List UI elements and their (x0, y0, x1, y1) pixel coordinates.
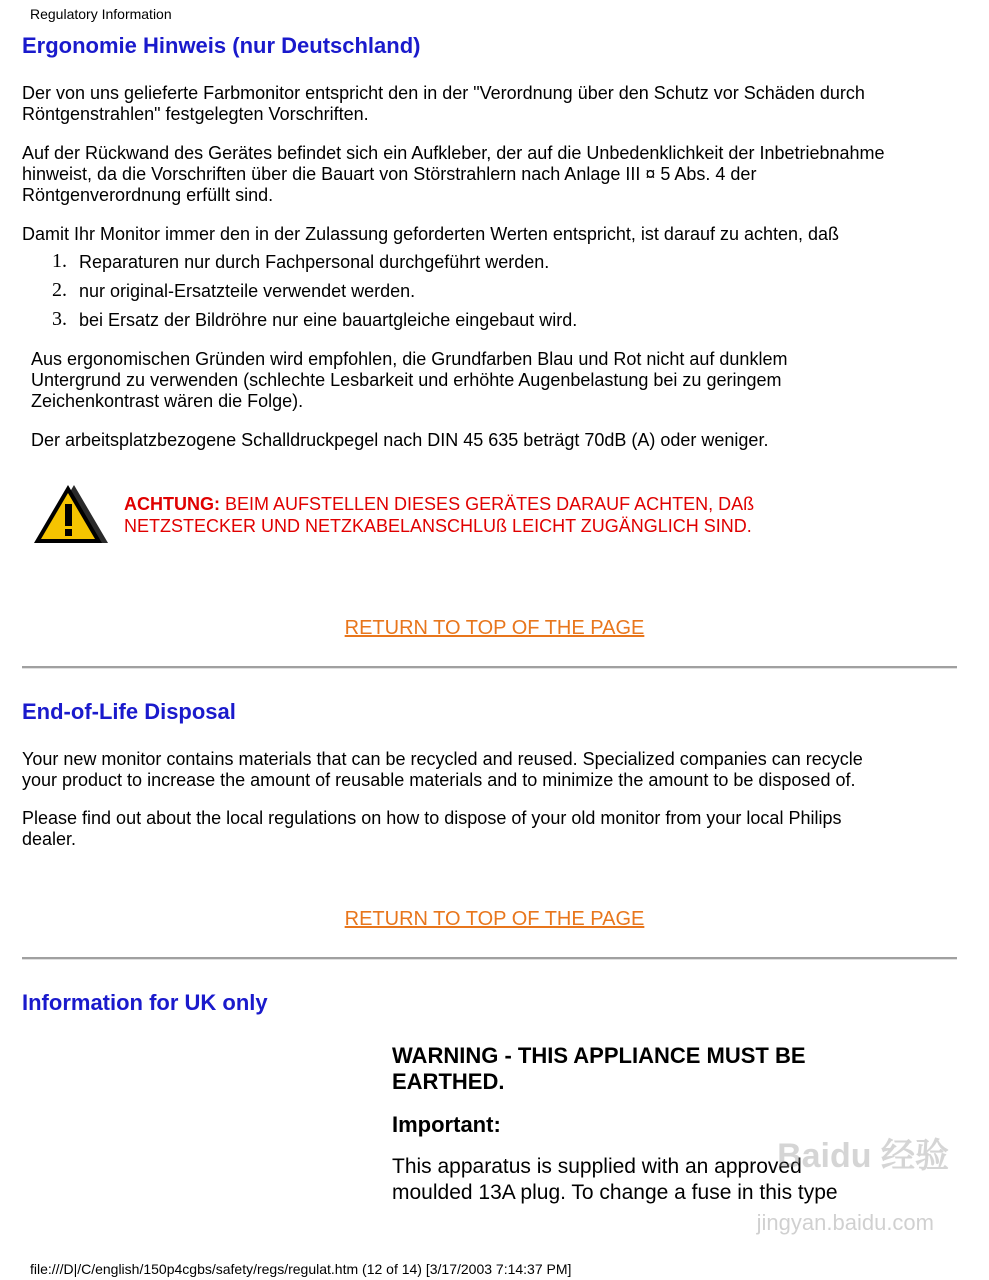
section-heading-ergonomie: Ergonomie Hinweis (nur Deutschland) (22, 33, 421, 58)
text-line: Der arbeitsplatzbezogene Schalldruckpegel nach DIN 45 635 beträgt 70dB (A) oder weniger. (31, 430, 769, 450)
watermark-logo: Baidu 经验 (777, 1137, 949, 1175)
text-line: Untergrund zu verwenden (schlechte Lesbarkeit und erhöhte Augenbelastung bei zu geringem (31, 370, 782, 390)
section-heading-disposal: End-of-Life Disposal (22, 699, 236, 724)
return-to-top-link[interactable] (0, 617, 989, 640)
text-line: Röntgenverordnung erfüllt sind. (22, 185, 274, 205)
paragraph-ergonomie-5 (31, 430, 768, 451)
text-line: moulded 13A plug. To change a fuse in this type (392, 1181, 838, 1204)
paragraph-disposal-1 (22, 749, 863, 791)
paragraph-ergonomie-3 (22, 224, 839, 245)
text-line: Damit Ihr Monitor immer den in der Zulassung geforderten Werten entspricht, ist darauf zu achten, daß (22, 224, 840, 244)
warning-label: ACHTUNG: (124, 494, 220, 514)
text-line: hinweist, da die Vorschriften über die Bauart von Störstrahlern nach Anlage III ¤ 5 Abs. 4 der (22, 164, 757, 184)
text-line: This apparatus is supplied with an approved (392, 1155, 802, 1178)
list-number: 2. (52, 279, 67, 301)
list-text: Reparaturen nur durch Fachpersonal durchgeführt werden. (79, 252, 550, 272)
text-line: Röntgenstrahlen" festgelegten Vorschriften. (22, 104, 369, 124)
uk-warning (392, 1043, 806, 1095)
list-number: 1. (52, 250, 67, 272)
return-to-top-link[interactable] (0, 908, 989, 931)
text-line: dealer. (22, 829, 77, 849)
text-line: Please find out about the local regulations on how to dispose of your old monitor from your local Philips (22, 808, 842, 828)
divider (22, 957, 957, 960)
list-number: 3. (52, 308, 67, 330)
warning-text: NETZSTECKER UND NETZKABELANSCHLUß LEICHT ZUGÄNGLICH SIND. (124, 516, 752, 536)
uk-important-label: Important: (392, 1112, 501, 1137)
watermark-url: jingyan.baidu.com (756, 1210, 934, 1235)
divider (22, 666, 957, 669)
paragraph-ergonomie-4 (31, 349, 787, 412)
paragraph-ergonomie-2 (22, 143, 885, 206)
warning-message (124, 493, 754, 537)
footer-file-path: file:///D|/C/english/150p4cgbs/safety/regs/regulat.htm (12 of 14) [3/17/2003 7:14:37 PM] (30, 1261, 572, 1277)
text-line: Aus ergonomischen Gründen wird empfohlen, die Grundfarben Blau und Rot nicht auf dunklem (31, 349, 788, 369)
page-header-title: Regulatory Information (30, 6, 172, 22)
text-line: EARTHED. (392, 1069, 505, 1094)
paragraph-disposal-2 (22, 808, 841, 850)
list-text: nur original-Ersatzteile verwendet werden. (79, 281, 416, 301)
list-text: bei Ersatz der Bildröhre nur eine bauartgleiche eingebaut wird. (79, 310, 578, 330)
text-line: WARNING - THIS APPLIANCE MUST BE (392, 1043, 806, 1068)
uk-paragraph (392, 1154, 838, 1206)
text-line: Auf der Rückwand des Gerätes befindet sich ein Aufkleber, der auf die Unbedenklichkeit der Inbetriebnahme (22, 143, 885, 163)
text-line: Zeichenkontrast wären die Folge). (31, 391, 304, 411)
paragraph-ergonomie-1 (22, 83, 865, 125)
text-line: your product to increase the amount of reusable materials and to minimize the amount to be disposed of. (22, 770, 856, 790)
ordered-list (0, 252, 989, 342)
return-link-text[interactable]: RETURN TO TOP OF THE PAGE (344, 908, 645, 930)
text-line: Your new monitor contains materials that can be recycled and reused. Specialized companies can recycle (22, 749, 863, 769)
warning-text: BEIM AUFSTELLEN DIESES GERÄTES DARAUF ACHTEN, DAß (220, 494, 755, 514)
section-heading-uk: Information for UK only (22, 990, 268, 1015)
return-link-text[interactable]: RETURN TO TOP OF THE PAGE (344, 617, 645, 639)
warning-triangle-icon (30, 482, 110, 548)
text-line: Der von uns gelieferte Farbmonitor entspricht den in der "Verordnung über den Schutz vor Schäden durch (22, 83, 865, 103)
